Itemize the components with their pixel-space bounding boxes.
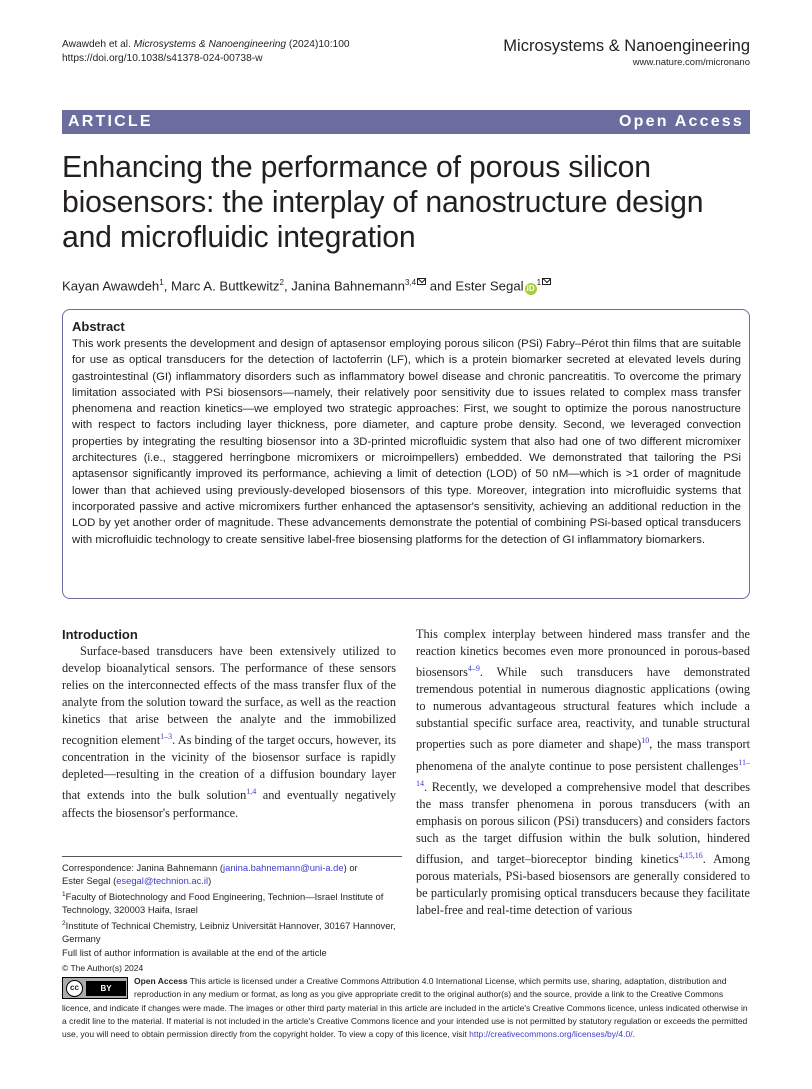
reference-link[interactable]: 4–9 bbox=[467, 664, 480, 674]
citation-volume: (2024)10:100 bbox=[288, 39, 350, 50]
citation-header bbox=[62, 38, 350, 66]
affiliation-sup: 2 bbox=[279, 278, 284, 287]
email-link[interactable]: esegal@technion.ac.il bbox=[116, 875, 209, 887]
abstract-box bbox=[62, 309, 750, 599]
reference-link[interactable]: 11–14 bbox=[416, 757, 750, 788]
left-column bbox=[62, 626, 396, 822]
citation-authors: Awawdeh et al. bbox=[62, 39, 131, 50]
affiliation-text: Faculty of Biotechnology and Food Engineering, Technion—Israel Institute of Technology, 320003 Haifa, Israel bbox=[62, 890, 384, 916]
body-text: Surface-based transducers have been extensively utilized to develop bioanalytical sensors. The performance of these sensors relies on the interconnected effects of the mass transfer flux of the analyte from the solution toward the surface, as well as the reaction kinetics that arise between the analyte and the immobilized recognition element bbox=[62, 644, 396, 748]
license-text: . bbox=[632, 1029, 635, 1040]
author-name: and Ester Segal bbox=[426, 278, 524, 294]
intro-paragraph bbox=[62, 643, 396, 822]
journal-header bbox=[503, 37, 750, 69]
section-heading: Introduction bbox=[62, 627, 138, 642]
affiliation-text: Institute of Technical Chemistry, Leibniz Universität Hannover, 30167 Hannover, Germany bbox=[62, 919, 396, 945]
doi-link[interactable]: https://doi.org/10.1038/s41378-024-00738-w bbox=[62, 53, 263, 64]
body-text: , the mass transport phenomena of the analyte continue to pose persistent challenges bbox=[416, 737, 750, 773]
body-text: . As binding of the target occurs, however, its concentration in the vicinity of the biosensor surface is rapidly depleted—resulting in the creation of a diffusion boundary layer that extends into the bulk solution bbox=[62, 733, 396, 803]
body-text: . Among porous materials, PSi-based biosensors are generally considered to be particularly promising optical transducers because they facilitate label-free and real-time detection of various bbox=[416, 852, 750, 918]
article-banner bbox=[62, 110, 750, 134]
body-text: This complex interplay between hindered mass transfer and the reaction kinetics becomes even more pronounced in porous-based biosensors bbox=[416, 627, 750, 680]
email-icon[interactable] bbox=[542, 278, 551, 285]
reference-link[interactable]: 10 bbox=[641, 736, 650, 746]
affiliation bbox=[62, 888, 402, 917]
license-block bbox=[62, 962, 752, 1041]
reference-link[interactable]: 4,15,16 bbox=[678, 850, 703, 860]
email-link[interactable]: janina.bahnemann@uni-a.de bbox=[223, 862, 344, 873]
cc-icon: cc bbox=[66, 980, 83, 997]
affiliation-sup: 2 bbox=[62, 919, 66, 927]
citation-line bbox=[62, 38, 350, 52]
abstract-heading: Abstract bbox=[72, 319, 125, 334]
footnotes bbox=[62, 856, 402, 959]
intro-paragraph bbox=[416, 626, 750, 919]
affiliation-sup: 1 bbox=[62, 890, 66, 898]
correspondence-text: ) bbox=[208, 875, 212, 887]
reference-link[interactable]: 1–3 bbox=[160, 732, 173, 742]
correspondence-label: Correspondence: Janina Bahnemann ( bbox=[62, 862, 224, 873]
open-access-heading: Open Access bbox=[134, 976, 188, 987]
journal-url[interactable]: www.nature.com/micronano bbox=[632, 57, 750, 68]
correspondence-text: Ester Segal ( bbox=[62, 875, 117, 887]
body-text: and eventually negatively affects the biosensor's performance. bbox=[62, 788, 396, 820]
journal-name: Microsystems & Nanoengineering bbox=[503, 37, 750, 55]
cc-by-badge[interactable] bbox=[62, 977, 128, 999]
right-column bbox=[416, 626, 750, 919]
author-name: , Marc A. Buttkewitz bbox=[163, 278, 280, 294]
affiliation bbox=[62, 917, 402, 946]
author-name: Kayan Awawdeh bbox=[62, 278, 160, 294]
author-info-note: Full list of author information is available at the end of the article bbox=[62, 946, 327, 958]
correspondence bbox=[62, 861, 402, 888]
citation-journal: Microsystems & Nanoengineering bbox=[133, 39, 287, 50]
copyright-line: © The Author(s) 2024 bbox=[62, 963, 144, 973]
affiliation-sup: 1 bbox=[536, 278, 542, 287]
license-text: This article is licensed under a Creative Commons Attribution 4.0 International License, which permits use, sharing, adaptation, distribution and reproduction in any medium or format, as long as you give appropriate credit to the original author(s) and the source, provide a link to the Creative Commons licence, and indicate if changes were made. The images or other third party material in this article are included in the article's Creative Commons licence, unless indicated otherwise in a credit line to the material. If material is not included in the article's Creative Commons licence and your intended use is not permitted by statutory regulation or exceeds the permitted use, you will need to obtain permission directly from the copyright holder. To view a copy of this licence, visit bbox=[62, 976, 748, 1040]
abstract-text: This work presents the development and design of aptasensor employing porous silicon (PSi) Fabry–Pérot thin films that are suitable for use as optical transducers for the detection of lactoferrin (LF), which is a protein biomarker secreted at elevated levels during gastrointestinal (GI) inflammatory disorders such as inflammatory bowel disease and chronic pancreatitis. To overcome the primary limitation associated with PSi biosensors—namely, their relatively poor sensitivity due to issues related to complex mass transfer phenomena and reaction kinetics—we employed two strategic approaches: First, we sought to optimize the porous nanostructure with respect to factors including layer thickness, pore diameter, and capture probe density. Second, we leveraged convection properties by integrating the resulting biosensor into a 3D-printed microfluidic system that also had one of two different micromixer architectures (i.e., staggered herringbone micromixers or microimpellers) embedded. We demonstrated that tailoring the PSi aptasensor significantly improved its performance, achieving a limit of detection (LOD) of 50 nM—which is >1 order of magnitude lower than that achieved using previously-developed biosensors of this type. Moreover, integration into microfluidic systems that incorporated passive and active micromixers further enhanced the aptasensor's sensitivity, achieving an additional reduction in the LOD by yet another order of magnitude. These advancements demonstrate the potential of combining PSi-based optical transducers with microfluidic technology to create sensitive label-free biosensing platforms for the detection of GI inflammatory biomarkers. bbox=[72, 338, 741, 546]
author-name: , Janina Bahnemann bbox=[283, 278, 405, 294]
correspondence-text: ) or bbox=[343, 862, 358, 873]
author-list bbox=[62, 274, 551, 295]
article-type-label: ARTICLE bbox=[68, 113, 153, 130]
orcid-icon[interactable]: iD bbox=[526, 284, 535, 294]
open-access-label: Open Access bbox=[619, 113, 744, 130]
affiliation-sup: 1 bbox=[159, 278, 164, 287]
by-icon: BY bbox=[86, 981, 126, 996]
body-text: . Recently, we developed a comprehensive model that describes the mass transfer phenomena in porous transducers (with an emphasis on porous silicon (PSi) transducers) and considers factors such as the target diffusion within the bulk solution, hindered diffusion, and target–bioreceptor binding kinetics bbox=[416, 779, 750, 867]
license-link[interactable]: http://creativecommons.org/licenses/by/4.0/ bbox=[469, 1029, 633, 1040]
email-icon[interactable] bbox=[417, 278, 426, 285]
affiliation-sup: 3,4 bbox=[404, 278, 417, 287]
body-text: . While such transducers have demonstrated tremendous potential in numerous diagnostic applications (owing to numerous advantageous structural features which include a substantial specific surface area, reactivity, and tunable structural properties such as pore diameter and shape) bbox=[416, 665, 750, 752]
article-title: Enhancing the performance of porous silicon biosensors: the interplay of nanostructure design and microfluidic integration bbox=[62, 151, 704, 254]
reference-link[interactable]: 1,4 bbox=[246, 787, 257, 797]
